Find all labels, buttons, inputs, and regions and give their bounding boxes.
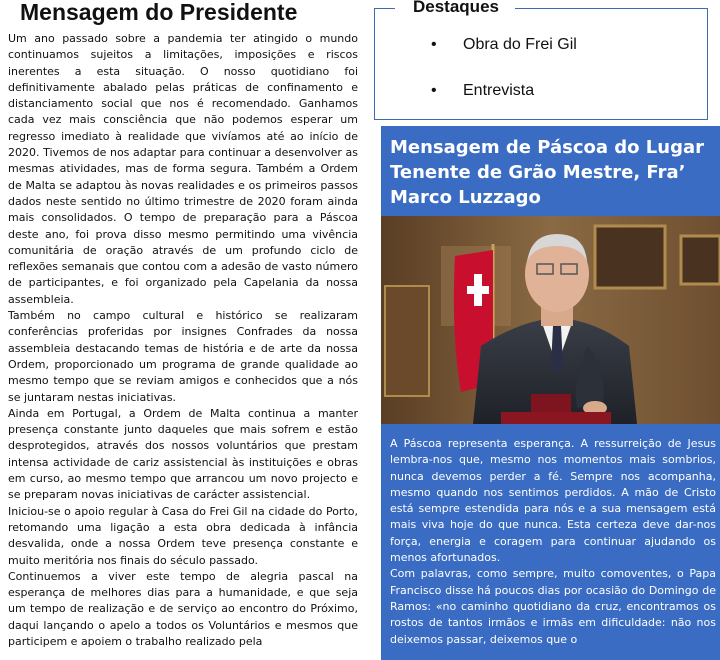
president-body bbox=[8, 31, 358, 650]
president-column bbox=[8, 0, 358, 660]
highlights-box bbox=[374, 0, 708, 120]
easter-message-panel bbox=[381, 126, 720, 660]
highlight-item[interactable] bbox=[431, 81, 577, 127]
president-paragraph: Também no campo cultural e histórico se realizaram conferências proferidas por insignes Confrades da nossa assembleia destacando temas de história e de arte da nossa Ordem, proporcionado um programa de grande qualidade ao mesmo tempo que se reviam amigos e conhecidos que a nós se juntaram nestas iniciativas. bbox=[8, 309, 358, 404]
bullet-icon: • bbox=[431, 82, 437, 99]
president-paragraph: Um ano passado sobre a pandemia ter atingido o mundo continuamos sujeitos a limitações, imposições e riscos inerentes a esta situação. O nosso quotidiano foi definitivamente abalado pelas práticas de confinamento e distanciamento social que nos é recomendado. Ganhamos cada vez mais consciência que não podemos esperar um regresso imediato à realidade que vivíamos até ao início de 2020. Tivemos de nos adaptar para continuar a desenvolver as mesmas atividades, mas de forma segura. Também a Ordem de Malta se adaptou às novas realidades e os primeiros passos dados neste sentido no último trimestre de 2020 foram ainda mais consolidados. O tempo de preparação para a Páscoa deste ano, foi prova disso mesmo permitindo uma vivência comunitária de oração através de um profundo ciclo de reflexões semanais que contou com a adesão de vasto número de participantes, e foi organizado pela Capelania da nossa assembleia. bbox=[8, 32, 358, 306]
highlight-item[interactable] bbox=[431, 35, 577, 81]
highlights-title: Destaques bbox=[395, 0, 515, 17]
highlight-item-label: Entrevista bbox=[463, 82, 535, 99]
bullet-icon: • bbox=[431, 36, 437, 53]
portrait-photo bbox=[381, 216, 720, 424]
highlight-item-label: Obra do Frei Gil bbox=[463, 36, 577, 53]
president-paragraph: Continuemos a viver este tempo de alegria pascal na esperança de melhores dias para a humanidade, e que seja um tempo de realização e de serviço ao encontro do Próximo, daqui lançando o apelo a todos os Voluntários e mesmos que participem e apoiem o trabalho realizado pela bbox=[8, 569, 358, 648]
easter-paragraph: A Páscoa representa esperança. A ressurreição de Jesus lembra-nos que, mesmo nos momentos mais sombrios, nunca devemos perder a fé. Sempre nos acompanha, mesmo quando nos sentimos perdidos. A mão de Cristo está sempre estendida para nós e a sua mensagem está mais viva hoje do que nunca. Esta certeza deve dar-nos força, energia e coragem para continuar ajudando os menos afortunados. bbox=[390, 437, 716, 565]
president-paragraph: Ainda em Portugal, a Ordem de Malta continua a manter presença constante junto daqueles que mais sofrem e estão desprotegidos, através dos nossos voluntários que prestam intensa actividade de cariz assistencial às instituições e obras em curso, ao mesmo tempo que arrancou um novo projecto e se preparam novas iniciativas de carácter assistencial. bbox=[8, 406, 358, 502]
easter-paragraph: Com palavras, como sempre, muito comoventes, o Papa Francisco disse há poucos dias por ocasião do Domingo de Ramos: «no caminho quotidiano da cruz, encontramos os rostos de tantos irmãos e irmãs em dificuldade: não nos deixemos passar, deixemos que o bbox=[390, 567, 716, 646]
highlights-list bbox=[431, 35, 577, 127]
president-title: Mensagem do Presidente bbox=[20, 0, 298, 25]
easter-body bbox=[390, 436, 716, 648]
easter-title: Mensagem de Páscoa do Lugar Tenente de Grão Mestre, Fra’ Marco Luzzago bbox=[390, 137, 704, 208]
president-paragraph: Iniciou-se o apoio regular à Casa do Frei Gil na cidade do Porto, retomando uma ligação a esta obra dedicada à infância desvalida, onde a nossa Ordem teve presença constante e muito meritória nos finais do século passado. bbox=[8, 504, 358, 567]
